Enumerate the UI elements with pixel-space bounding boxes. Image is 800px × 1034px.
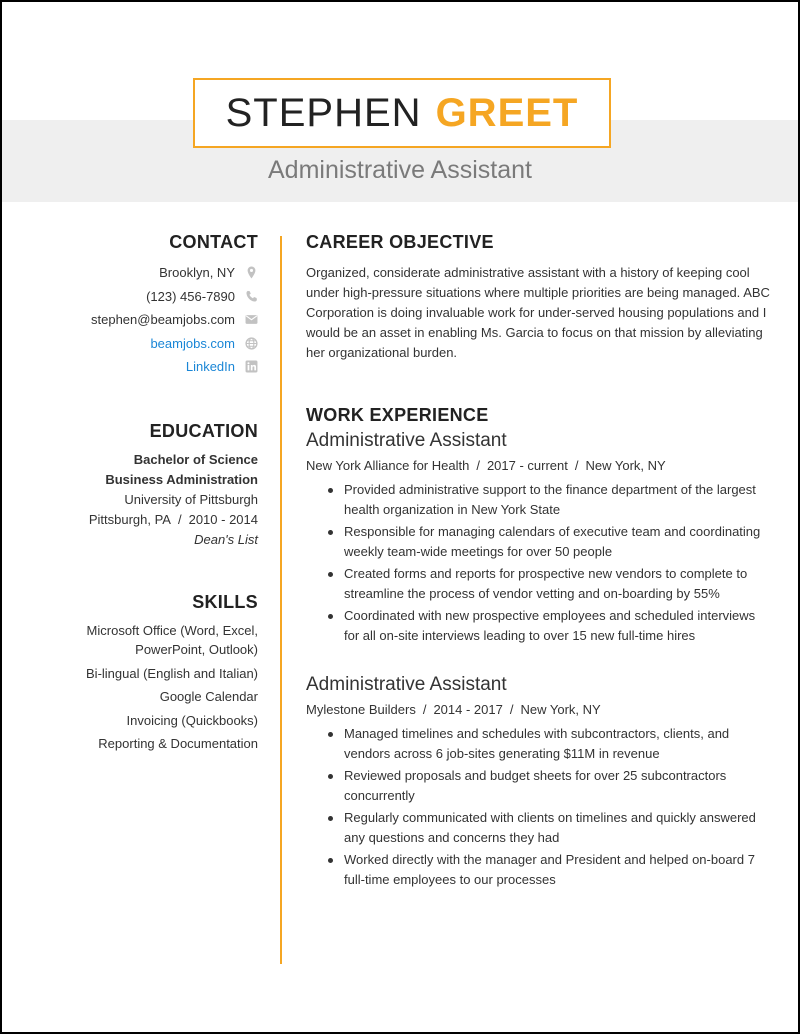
- bullet-item: Regularly communicated with clients on timelines and quickly answered any questions and concerns they had: [306, 808, 770, 848]
- job-title: Administrative Assistant: [268, 156, 532, 184]
- bullet-item: Provided administrative support to the finance department of the largest health organization in New York State: [306, 480, 770, 520]
- education-section: [42, 421, 258, 550]
- education-honor: Dean's List: [194, 531, 258, 547]
- contact-email-text[interactable]: stephen@beamjobs.com: [91, 312, 235, 327]
- objective-text: Organized, considerate administrative assistant with a history of keeping cool under high-pressure situations where multiple priorities are being managed. ABC Corporation is doing invaluable work for under-served housing populations and I would be an asset in enabling Ms. Garcia to focus on that mission by alleviating her organizational burden.: [306, 265, 770, 360]
- separator: /: [422, 702, 427, 717]
- education-location-dates: [42, 510, 258, 530]
- contact-phone: [42, 285, 258, 309]
- contact-website[interactable]: [42, 332, 258, 356]
- objective-heading: CAREER OBJECTIVE: [306, 232, 494, 252]
- job-dates: 2014 - 2017: [433, 702, 503, 717]
- bullet-item: Managed timelines and schedules with subcontractors, clients, and vendors across 6 job-sites generating $11M in revenue: [306, 724, 770, 764]
- skills-heading: SKILLS: [192, 591, 258, 612]
- globe-icon: [245, 337, 258, 350]
- job-bullets: [306, 480, 770, 646]
- job-meta: [306, 456, 770, 476]
- contact-phone-text: (123) 456-7890: [146, 288, 235, 304]
- school-location: Pittsburgh, PA: [88, 511, 171, 527]
- skill-item: Reporting & Documentation: [98, 736, 258, 751]
- job-company: Mylestone Builders: [306, 702, 416, 717]
- left-column: [42, 232, 258, 758]
- work-experience-section: [306, 405, 770, 890]
- skill-item: Bi-lingual (English and Italian): [86, 665, 258, 681]
- skill-item: Invoicing (Quickbooks): [126, 712, 258, 728]
- skill-item: Microsoft Office (Word, Excel, PowerPoint, Outlook): [86, 622, 258, 657]
- location-pin-icon: [245, 266, 258, 279]
- contact-linkedin[interactable]: [42, 355, 258, 379]
- job-title: Administrative Assistant: [306, 674, 507, 695]
- job-location: New York, NY: [520, 702, 601, 717]
- school-name: University of Pittsburgh: [124, 491, 258, 507]
- job-company: New York Alliance for Health: [306, 458, 470, 473]
- column-divider: [280, 236, 282, 964]
- skill-item: Google Calendar: [159, 689, 258, 704]
- skills-section: [42, 592, 258, 754]
- phone-icon: [245, 290, 258, 303]
- bullet-item: Created forms and reports for prospective new vendors to complete to streamline the process of vendor vetting and on-boarding by 55%: [306, 564, 770, 604]
- linkedin-link[interactable]: LinkedIn: [185, 359, 235, 374]
- bullet-item: Worked directly with the manager and President and helped on-board 7 full-time employees to our processes: [306, 850, 770, 890]
- job-entry: [306, 430, 770, 646]
- bullet-item: Reviewed proposals and budget sheets for over 25 subcontractors concurrently: [306, 766, 770, 806]
- linkedin-icon: [245, 360, 258, 373]
- job-location: New York, NY: [585, 458, 666, 473]
- first-name: STEPHEN: [225, 90, 422, 135]
- contact-list: [42, 261, 258, 379]
- job-bullets: [306, 724, 770, 890]
- separator: /: [476, 458, 480, 473]
- contact-heading: CONTACT: [169, 232, 258, 252]
- right-column: [306, 232, 770, 892]
- separator: /: [509, 702, 514, 717]
- last-name: GREET: [435, 90, 579, 135]
- contact-email[interactable]: [42, 308, 258, 332]
- education-years: 2010 - 2014: [188, 511, 258, 527]
- contact-location-text: Brooklyn, NY: [159, 265, 235, 280]
- job-entry: [306, 674, 770, 890]
- job-title: Administrative Assistant: [306, 430, 507, 451]
- separator: /: [574, 458, 579, 473]
- education-heading: EDUCATION: [149, 420, 258, 441]
- degree-line-1: Bachelor of Science: [133, 451, 258, 467]
- website-link[interactable]: beamjobs.com: [150, 335, 235, 351]
- bullet-item: Responsible for managing calendars of executive team and coordinating weekly team-wide meetings for over 50 people: [306, 522, 770, 562]
- bullet-item: Coordinated with new prospective employees and scheduled interviews for all on-site interviews leading to over 15 new full-time hires: [306, 606, 770, 646]
- contact-location: [42, 261, 258, 285]
- job-dates: 2017 - current: [486, 458, 568, 473]
- separator: /: [177, 511, 182, 527]
- name-box: [193, 78, 611, 148]
- envelope-icon: [245, 313, 258, 326]
- job-meta: [306, 700, 770, 720]
- work-heading: WORK EXPERIENCE: [306, 405, 489, 425]
- degree-line-2: Business Administration: [105, 471, 258, 487]
